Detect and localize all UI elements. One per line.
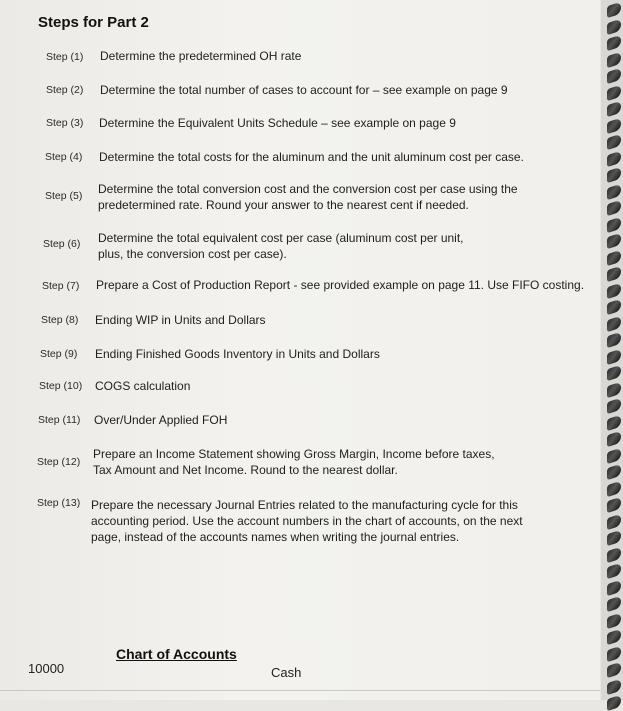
spiral-coil <box>607 282 621 299</box>
spiral-coil <box>607 249 621 266</box>
step-label: Step (7) <box>42 280 80 292</box>
step-label: Step (6) <box>43 238 81 250</box>
step-text: COGS calculation <box>95 379 191 393</box>
spiral-coil <box>607 183 621 200</box>
spiral-coil <box>607 216 621 233</box>
spiral-coil <box>607 497 621 514</box>
spiral-coil <box>607 18 621 35</box>
spiral-coil <box>607 348 621 365</box>
chart-of-accounts-heading: Chart of Accounts <box>116 646 237 662</box>
step-label: Step (2) <box>46 84 84 96</box>
spiral-coil <box>607 35 621 52</box>
divider <box>0 690 600 691</box>
spiral-coil <box>607 612 621 629</box>
spiral-coil <box>607 365 621 382</box>
step-label: Step (1) <box>46 51 84 63</box>
step-label: Step (3) <box>46 117 84 129</box>
step-label: Step (8) <box>41 314 79 326</box>
spiral-coil <box>607 315 621 332</box>
spiral-coil <box>607 299 621 316</box>
spiral-binding <box>601 0 623 700</box>
step-text: Prepare a Cost of Production Report - see provided example on page 11. Use FIFO costing. <box>96 278 585 292</box>
step-label: Step (11) <box>38 414 81 426</box>
spiral-coil <box>607 150 621 167</box>
step-text: Determine the predetermined OH rate <box>100 49 302 63</box>
step-text: Prepare the necessary Journal Entries related to the manufacturing cycle for this accounting period. Use the account numbers in the chart of accounts, on the next page, instead of the accounts names when writing the journal entries. <box>91 498 523 544</box>
spiral-coil <box>607 431 621 448</box>
step-text: Determine the total costs for the aluminum and the unit aluminum cost per case. <box>99 150 524 164</box>
spiral-coil <box>607 200 621 217</box>
step-label: Step (12) <box>37 456 81 468</box>
spiral-coil <box>607 134 621 151</box>
spiral-coil <box>607 546 621 563</box>
spiral-coil <box>607 68 621 85</box>
spiral-coil <box>607 530 621 547</box>
step-text: Determine the total equivalent cost per case (aluminum cost per unit, plus, the conversion cost per case). <box>98 231 464 261</box>
account-name: Cash <box>271 665 302 680</box>
spiral-coil <box>607 398 621 415</box>
spiral-coil <box>607 645 621 662</box>
spiral-coil <box>607 596 621 613</box>
spiral-coil <box>607 464 621 481</box>
step-text: Determine the total number of cases to account for – see example on page 9 <box>100 83 508 97</box>
spiral-coil <box>607 629 621 646</box>
account-number: 10000 <box>28 661 65 676</box>
step-label: Step (10) <box>39 380 83 392</box>
spiral-coil <box>607 332 621 349</box>
spiral-coil <box>607 51 621 68</box>
spiral-coil <box>607 381 621 398</box>
spiral-coil <box>607 480 621 497</box>
spiral-coil <box>607 233 621 250</box>
spiral-coil <box>607 117 621 134</box>
step-label: Step (4) <box>45 151 83 163</box>
spiral-coil <box>607 447 621 464</box>
step-text: Ending Finished Goods Inventory in Units and Dollars <box>95 347 380 361</box>
spiral-coil <box>607 266 621 283</box>
spiral-coil <box>607 678 621 695</box>
step-text: Prepare an Income Statement showing Gross Margin, Income before taxes, Tax Amount and Net Income. Round to the nearest dollar. <box>93 447 495 477</box>
spiral-coil <box>607 101 621 118</box>
step-text: Determine the Equivalent Units Schedule – see example on page 9 <box>99 116 456 130</box>
spiral-coil <box>607 84 621 101</box>
spiral-coil <box>607 414 621 431</box>
spiral-coil <box>607 563 621 580</box>
step-label: Step (5) <box>45 190 83 202</box>
step-text: Over/Under Applied FOH <box>94 413 228 427</box>
step-text: Ending WIP in Units and Dollars <box>95 313 266 327</box>
spiral-coil <box>607 2 621 19</box>
spiral-coil <box>607 662 621 679</box>
step-text: Determine the total conversion cost and the conversion cost per case using the predetermined rate. Round your answer to the nearest cent if needed. <box>98 182 518 212</box>
spiral-coil <box>607 513 621 530</box>
step-label: Step (13) <box>37 497 81 509</box>
step-label: Step (9) <box>40 348 78 360</box>
spiral-coil <box>607 167 621 184</box>
page-title: Steps for Part 2 <box>38 14 149 31</box>
spiral-coil <box>607 579 621 596</box>
spiral-coil <box>607 695 621 711</box>
